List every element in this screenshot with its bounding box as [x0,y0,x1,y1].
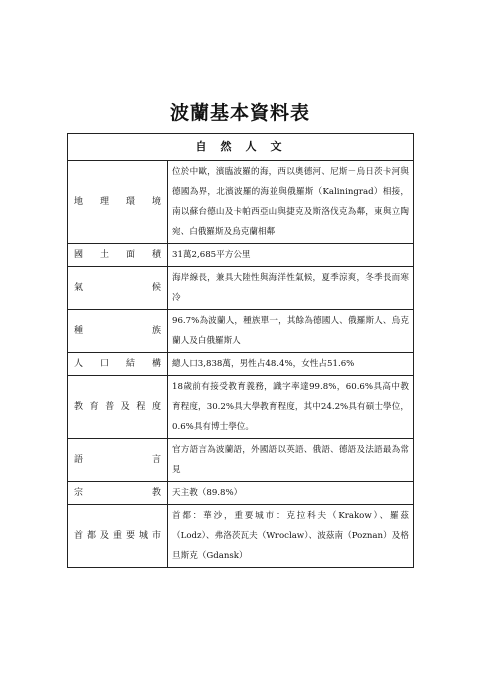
row-value-education: 18歲前有接受教育義務，識字率達99.8%，60.6%具高中教育程度，30.2%具大學教育程度，其中24.2%具有碩士學位，0.6%具有博士學位。 [168,376,414,439]
row-label-religion: 宗教 [68,482,168,505]
row-label-education: 教育普及程度 [68,376,168,439]
row-value-ethnicity: 96.7%為波蘭人，種族單一，其餘為德國人、俄羅斯人、烏克蘭人及白俄羅斯人 [168,310,414,353]
row-label-climate: 氣候 [68,267,168,310]
row-label-ethnicity: 種族 [68,310,168,353]
row-label-language: 語言 [68,439,168,482]
row-value-religion: 天主教（89.8%） [168,482,414,505]
row-value-cities: 首都：華沙，重要城市：克拉科夫（Krakow）、羅茲（Lodz）、弗洛茨瓦夫（Wroclaw）、波茲南（Poznan）及格旦斯克（Gdansk） [168,505,414,568]
table-row [68,244,414,267]
row-value-area: 31萬2,685平方公里 [168,244,414,267]
table-row [68,439,414,482]
table-row [68,161,414,244]
table-row [68,310,414,353]
row-value-climate: 海岸線長，兼具大陸性與海洋性氣候，夏季涼爽，冬季長而寒冷 [168,267,414,310]
table-row [68,353,414,376]
section-header: 自然人文 [68,134,414,161]
row-value-geography: 位於中歐，濱臨波羅的海，西以奧德河、尼斯－烏日茨卡河與德國為界，北濱波羅的海並與俄羅斯（Kaliningrad）相接，南以蘇台德山及卡帕西亞山與捷克及斯洛伐克為鄰，東與立陶宛、白俄羅斯及烏克蘭相鄰 [168,161,414,244]
row-label-area: 國土面積 [68,244,168,267]
row-label-geography: 地理環境 [68,161,168,244]
row-label-population: 人口結構 [68,353,168,376]
row-value-language: 官方語言為波蘭語，外國語以英語、俄語、德語及法語最為常見 [168,439,414,482]
page-title: 波蘭基本資料表 [169,102,310,124]
row-value-population: 總人口3,838萬，男性占48.4%，女性占51.6% [168,353,414,376]
section-header-row [68,134,414,161]
row-label-cities: 首都及重要城市 [68,505,168,568]
table-row [68,505,414,568]
table-row [68,376,414,439]
info-table [67,133,414,568]
table-row [68,482,414,505]
table-row [68,267,414,310]
